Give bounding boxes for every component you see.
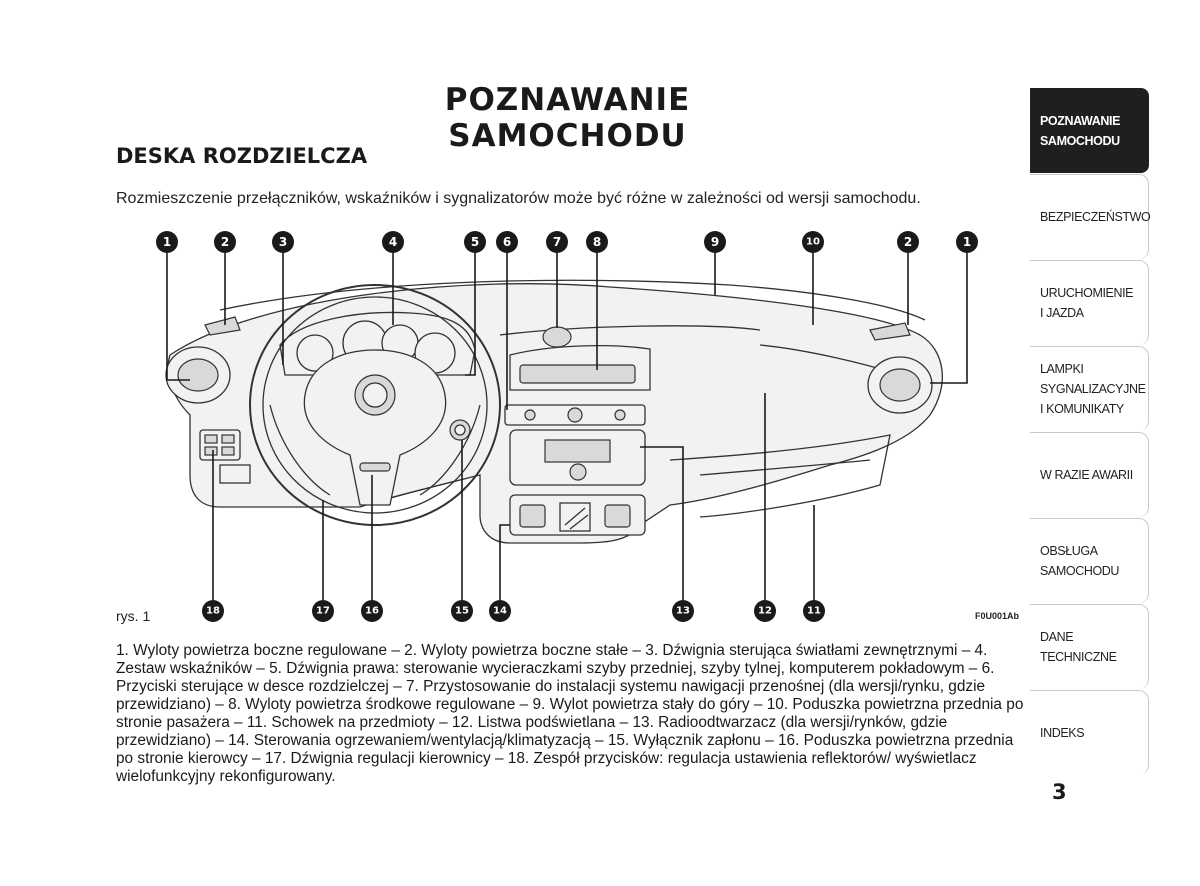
- callout-label: 2: [220, 235, 230, 249]
- callout-label: 12: [758, 605, 772, 617]
- callout-bottom-18: [202, 600, 224, 622]
- callout-top-9: [704, 231, 726, 253]
- callout-label: 5: [470, 235, 480, 249]
- intro-text: Rozmieszczenie przełączników, wskaźników i sygnalizatorów może być różne w zależności od wersji samochodu.: [116, 190, 921, 207]
- page-title: POZNAWANIE SAMOCHODU: [444, 82, 691, 154]
- callout-top-3: [272, 231, 294, 253]
- figure-code: F0U001Ab: [975, 611, 1020, 621]
- tab-indeks[interactable]: INDEKS: [1030, 690, 1149, 775]
- callout-label: 14: [493, 605, 507, 617]
- callout-label: 2: [903, 235, 913, 249]
- callout-label: 8: [592, 235, 602, 249]
- callout-label: 18: [206, 605, 220, 617]
- callout-label: 6: [502, 235, 512, 249]
- tab-dane-techniczne[interactable]: DANE TECHNICZNE: [1030, 604, 1149, 689]
- callout-label: 7: [552, 235, 562, 249]
- callout-bottom-16: [361, 600, 383, 622]
- tab-w-razie-awarii[interactable]: W RAZIE AWARII: [1030, 432, 1149, 517]
- callout-bottom-17: [312, 600, 334, 622]
- chapter-tabs: [1030, 88, 1149, 776]
- callout-label: 17: [316, 605, 330, 617]
- page-number: 3: [1052, 780, 1067, 804]
- callout-top-2: [214, 231, 236, 253]
- dashboard-illustration: [110, 225, 1020, 625]
- callout-label: 1: [162, 235, 172, 249]
- callout-label: 11: [807, 605, 821, 617]
- figure-label: rys. 1: [116, 608, 151, 624]
- callout-top-1b: [956, 231, 978, 253]
- callout-top-8: [586, 231, 608, 253]
- callout-top-10: [802, 231, 824, 253]
- callout-label: 3: [278, 235, 288, 249]
- tab-bezpieczenstwo[interactable]: BEZPIECZEŃSTWO: [1030, 174, 1149, 259]
- callout-label: 4: [388, 235, 398, 249]
- figure-caption: 1. Wyloty powietrza boczne regulowane – 2. Wyloty powietrza boczne stałe – 3. Dźwignia sterująca światłami zewnętrznymi – 4. Zestaw wskaźników – 5. Dźwignia prawa: sterowanie wycieraczkami szyby przedniej, szyby tylnej, komputerem pokładowym – 6. Przyciski sterujące w desce rozdzielczej – 7. Przystosowanie do instalacji systemu nawigacji przenośnej (dla wersji/rynku, gdzie przewidziano) – 8. Wyloty powietrza środkowe regulowane – 9. Wylot powietrza stały do góry – 10. Poduszka powietrzna przednia po stronie pasażera – 11. Schowek na przedmioty – 12. Listwa podświetlana – 13. Radioodtwarzacz (dla wersji/rynków, gdzie przewidziano) – 14. Sterowania ogrzewaniem/wentylacją/klimatyzacją – 15. Wyłącznik zapłonu – 16. Poduszka powietrzna przednia po stronie kierowcy – 17. Dźwignia regulacji kierownicy – 18. Zespół przycisków: regulacja ustawienia reflektorów/ wyświetlacz wielofunkcyjny rekonfigurowany.: [116, 642, 1024, 785]
- callout-label: 9: [710, 235, 720, 249]
- callout-bottom-15: [451, 600, 473, 622]
- callout-label: 10: [806, 236, 820, 248]
- callout-bottom-14: [489, 600, 511, 622]
- callout-top-2b: [897, 231, 919, 253]
- callout-top-6: [496, 231, 518, 253]
- callout-bottom-12: [754, 600, 776, 622]
- callout-top-4: [382, 231, 404, 253]
- callout-bottom-11: [803, 600, 825, 622]
- callout-top-5: [464, 231, 486, 253]
- callout-label: 13: [676, 605, 690, 617]
- callout-top-7: [546, 231, 568, 253]
- callout-label: 15: [455, 605, 469, 617]
- callout-label: 16: [365, 605, 379, 617]
- tab-poznawanie-samochodu[interactable]: POZNAWANIE SAMOCHODU: [1030, 88, 1149, 173]
- tab-uruchomienie-i-jazda[interactable]: URUCHOMIENIE I JAZDA: [1030, 260, 1149, 345]
- callout-top-1: [156, 231, 178, 253]
- callout-bottom-13: [672, 600, 694, 622]
- callout-label: 1: [962, 235, 972, 249]
- tab-obsluga-samochodu[interactable]: OBSŁUGA SAMOCHODU: [1030, 518, 1149, 603]
- section-title: DESKA ROZDZIELCZA: [116, 144, 368, 168]
- tab-lampki-sygnalizacyjne[interactable]: LAMPKI SYGNALIZACYJNE I KOMUNIKATY: [1030, 346, 1149, 431]
